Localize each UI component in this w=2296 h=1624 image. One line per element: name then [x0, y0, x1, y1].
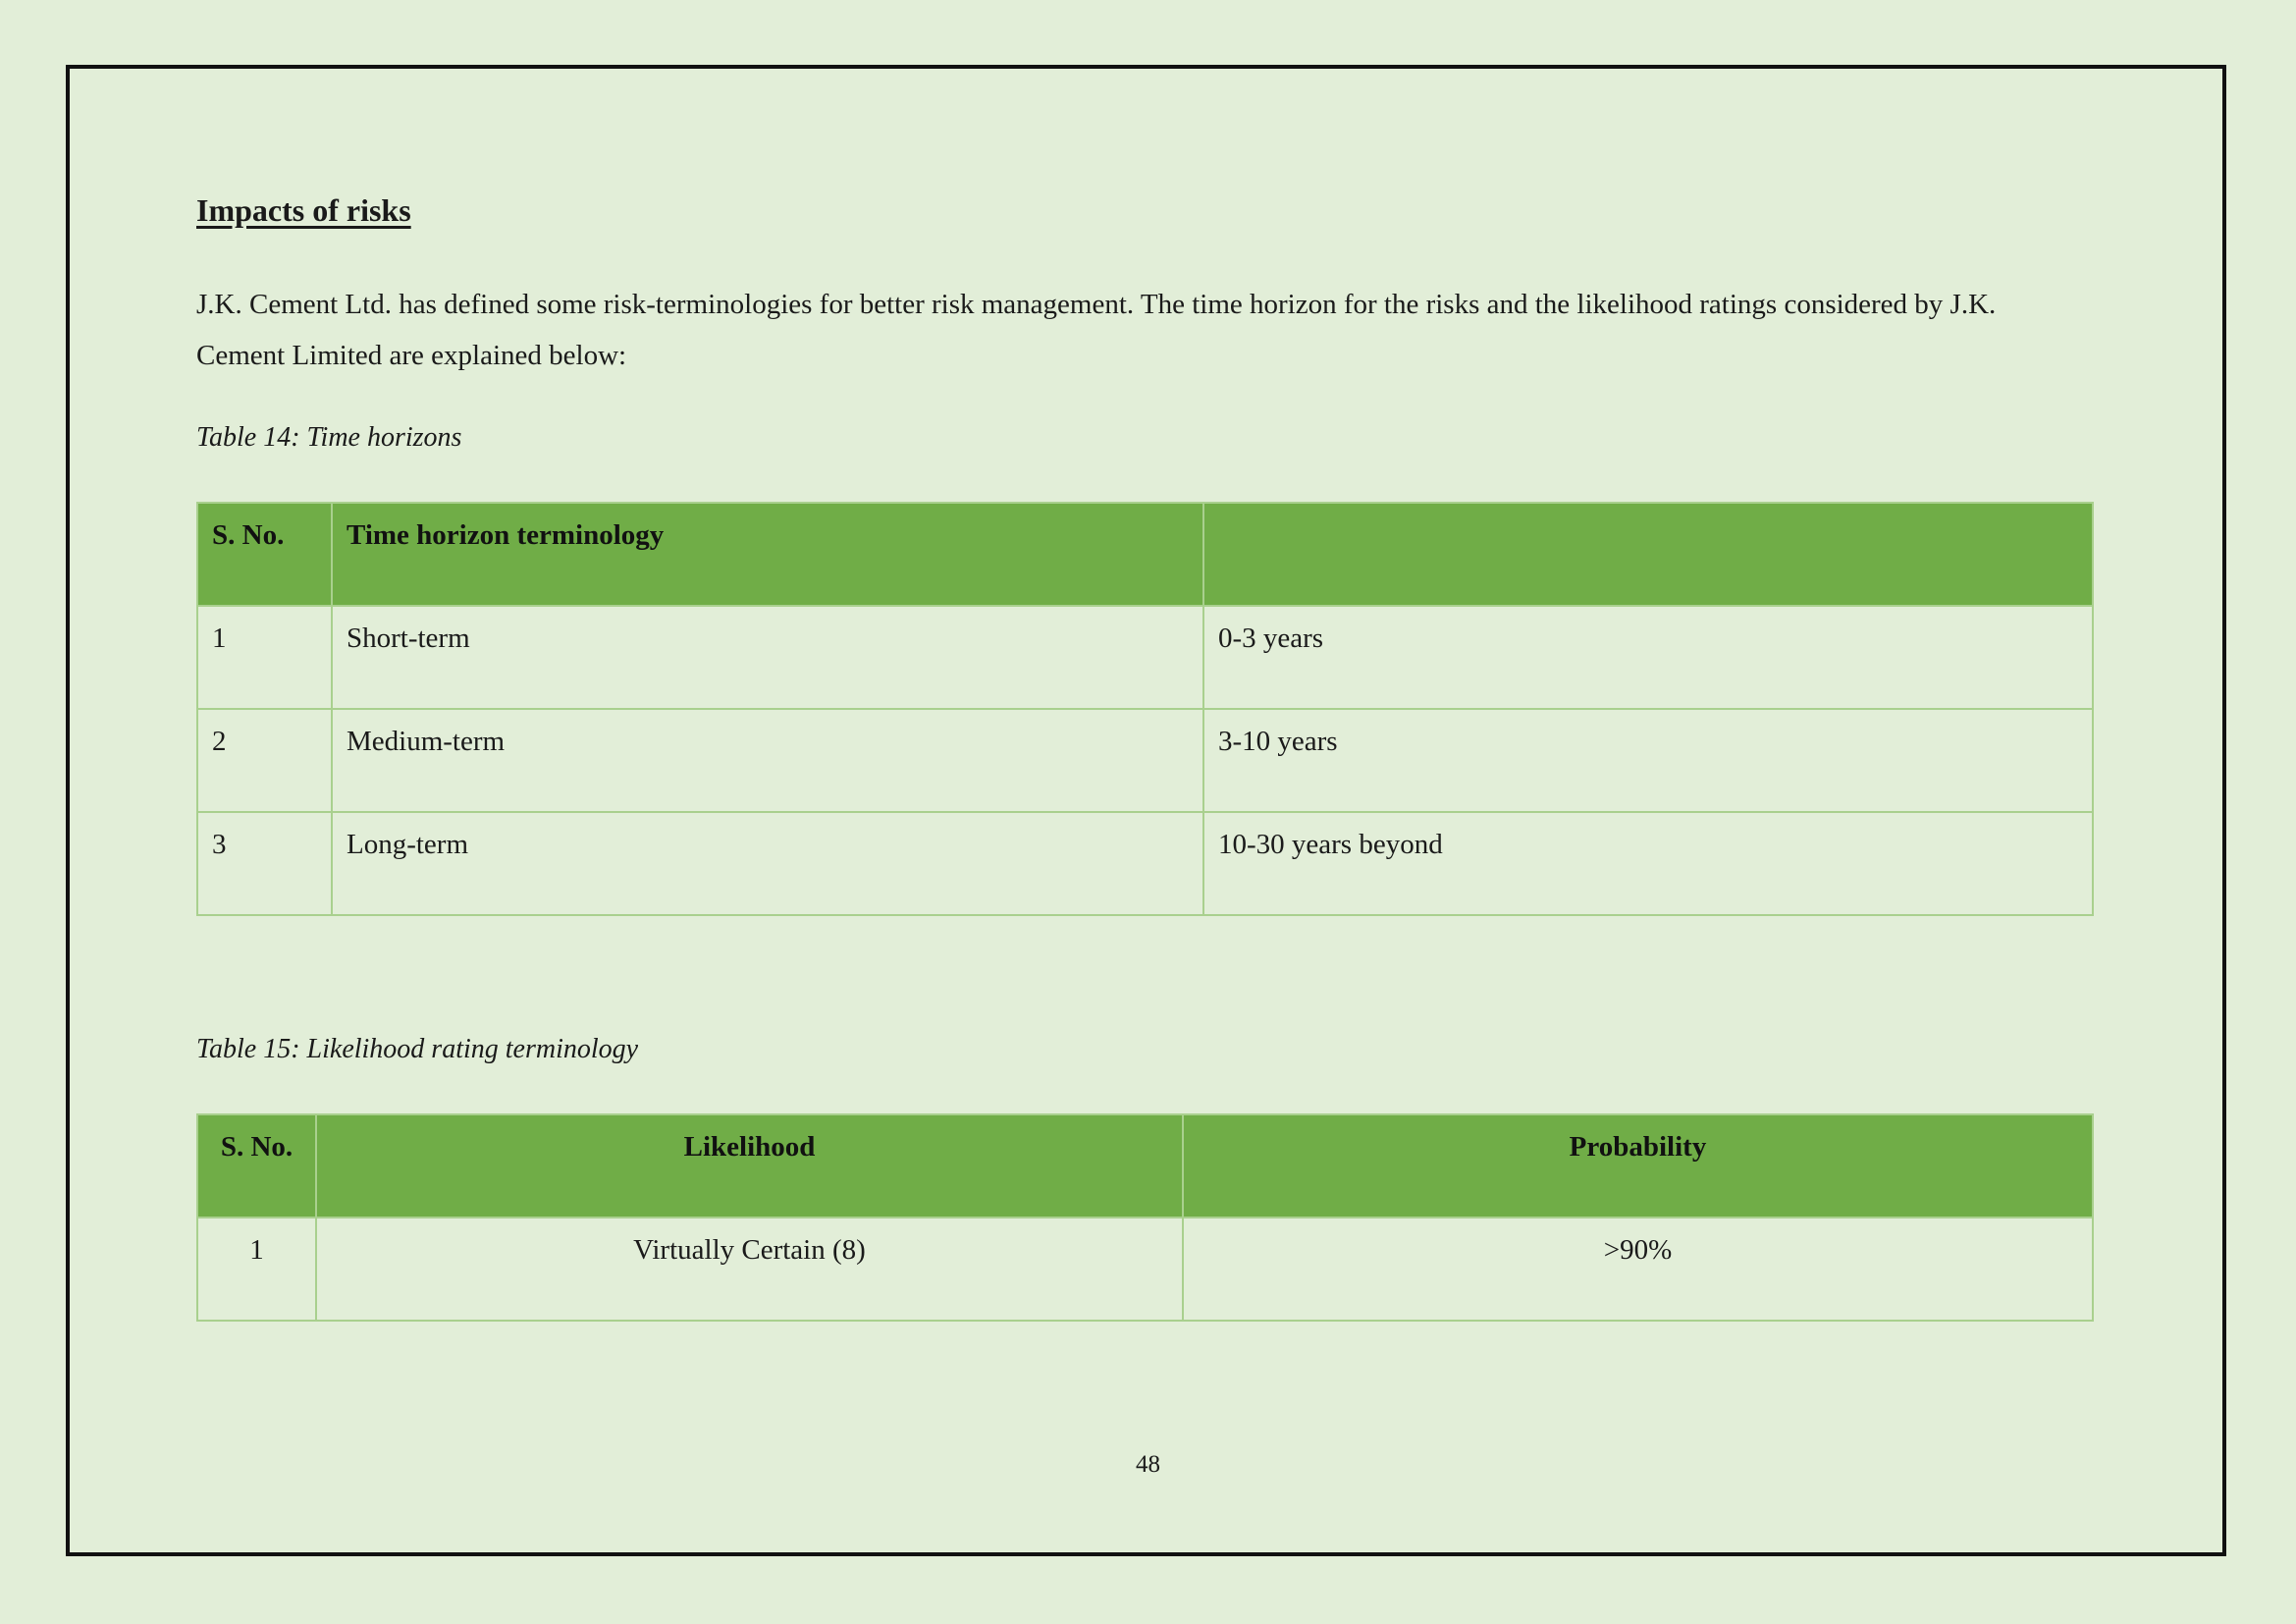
header-likelihood: Likelihood — [316, 1114, 1183, 1218]
table-15-caption: Table 15: Likelihood rating terminology — [196, 1034, 639, 1064]
cell-probability: >90% — [1183, 1218, 2093, 1321]
table-row — [197, 709, 2093, 812]
table-row — [197, 1218, 2093, 1321]
page-number: 48 — [1136, 1451, 1160, 1478]
cell-terminology: Short-term — [332, 606, 1203, 709]
cell-sno: 1 — [197, 1218, 316, 1321]
section-heading: Impacts of risks — [196, 192, 411, 228]
time-horizons-table — [196, 502, 2094, 916]
cell-range: 10-30 years beyond — [1203, 812, 2093, 915]
header-terminology: Time horizon terminology — [332, 503, 1203, 606]
cell-terminology: Long-term — [332, 812, 1203, 915]
table-row — [197, 812, 2093, 915]
likelihood-rating-table — [196, 1113, 2094, 1322]
intro-paragraph: J.K. Cement Ltd. has defined some risk-terminologies for better risk management. The time horizon for the risks and the likelihood ratings considered by J.K. Cement Limited are explained below: — [196, 289, 1997, 371]
cell-sno: 1 — [197, 606, 332, 709]
table-row — [197, 606, 2093, 709]
header-sno: S. No. — [197, 503, 332, 606]
cell-sno: 3 — [197, 812, 332, 915]
cell-range: 3-10 years — [1203, 709, 2093, 812]
table-header-row — [197, 1114, 2093, 1218]
cell-likelihood: Virtually Certain (8) — [316, 1218, 1183, 1321]
header-probability: Probability — [1183, 1114, 2093, 1218]
header-sno: S. No. — [197, 1114, 316, 1218]
cell-sno: 2 — [197, 709, 332, 812]
table-14-caption: Table 14: Time horizons — [196, 422, 462, 453]
cell-terminology: Medium-term — [332, 709, 1203, 812]
header-range — [1203, 503, 2093, 606]
cell-range: 0-3 years — [1203, 606, 2093, 709]
table-header-row — [197, 503, 2093, 606]
